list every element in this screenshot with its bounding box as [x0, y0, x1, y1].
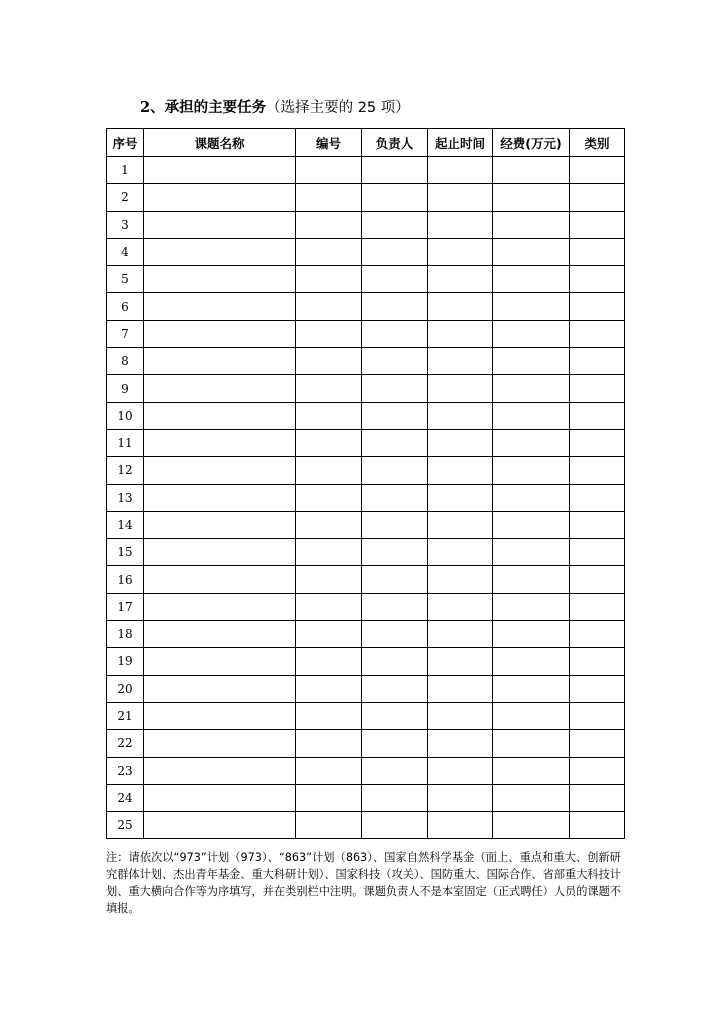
row-seq-cell: 22: [107, 730, 144, 757]
cell-category[interactable]: [570, 812, 625, 839]
cell-project-name[interactable]: [144, 457, 296, 484]
tasks-table: [106, 128, 625, 839]
cell-period[interactable]: [428, 375, 493, 402]
cell-funding[interactable]: [493, 812, 570, 839]
cell-leader[interactable]: [362, 812, 428, 839]
table-row: [107, 757, 625, 784]
cell-period[interactable]: [428, 457, 493, 484]
cell-period[interactable]: [428, 348, 493, 375]
cell-category[interactable]: [570, 566, 625, 593]
table-row: [107, 484, 625, 511]
cell-funding[interactable]: [493, 184, 570, 211]
table-row: [107, 539, 625, 566]
cell-period[interactable]: [428, 539, 493, 566]
cell-period[interactable]: [428, 566, 493, 593]
row-seq-cell: 5: [107, 266, 144, 293]
cell-leader[interactable]: [362, 593, 428, 620]
cell-leader[interactable]: [362, 211, 428, 238]
table-row: [107, 320, 625, 347]
row-seq-cell: 10: [107, 402, 144, 429]
cell-leader[interactable]: [362, 266, 428, 293]
cell-code[interactable]: [296, 784, 362, 811]
cell-category[interactable]: [570, 184, 625, 211]
cell-project-name[interactable]: [144, 730, 296, 757]
cell-period[interactable]: [428, 784, 493, 811]
cell-code[interactable]: [296, 238, 362, 265]
cell-funding[interactable]: [493, 484, 570, 511]
cell-funding[interactable]: [493, 566, 570, 593]
cell-project-name[interactable]: [144, 702, 296, 729]
cell-category[interactable]: [570, 320, 625, 347]
table-row: [107, 184, 625, 211]
cell-leader[interactable]: [362, 375, 428, 402]
section-number: 2、: [140, 99, 165, 116]
table-row: [107, 293, 625, 320]
cell-funding[interactable]: [493, 621, 570, 648]
table-row: [107, 238, 625, 265]
cell-code[interactable]: [296, 812, 362, 839]
row-seq-cell: 1: [107, 157, 144, 184]
cell-project-name[interactable]: [144, 539, 296, 566]
cell-code[interactable]: [296, 266, 362, 293]
cell-period[interactable]: [428, 702, 493, 729]
cell-project-name[interactable]: [144, 812, 296, 839]
cell-category[interactable]: [570, 266, 625, 293]
row-seq-cell: 16: [107, 566, 144, 593]
row-seq-cell: 18: [107, 621, 144, 648]
cell-category[interactable]: [570, 429, 625, 456]
row-seq-cell: 21: [107, 702, 144, 729]
table-row: [107, 621, 625, 648]
cell-funding[interactable]: [493, 511, 570, 538]
section-heading: [140, 96, 410, 117]
cell-code[interactable]: [296, 429, 362, 456]
cell-funding[interactable]: [493, 702, 570, 729]
cell-project-name[interactable]: [144, 293, 296, 320]
cell-period[interactable]: [428, 511, 493, 538]
cell-funding[interactable]: [493, 675, 570, 702]
cell-category[interactable]: [570, 484, 625, 511]
row-seq-cell: 8: [107, 348, 144, 375]
cell-project-name[interactable]: [144, 593, 296, 620]
cell-leader[interactable]: [362, 157, 428, 184]
cell-funding[interactable]: [493, 375, 570, 402]
cell-leader[interactable]: [362, 730, 428, 757]
cell-leader[interactable]: [362, 511, 428, 538]
cell-project-name[interactable]: [144, 511, 296, 538]
cell-category[interactable]: [570, 539, 625, 566]
cell-code[interactable]: [296, 293, 362, 320]
table-row: [107, 429, 625, 456]
cell-category[interactable]: [570, 348, 625, 375]
cell-funding[interactable]: [493, 429, 570, 456]
table-row: [107, 211, 625, 238]
header-cell-seq: 序号: [107, 129, 144, 157]
row-seq-cell: 17: [107, 593, 144, 620]
cell-category[interactable]: [570, 784, 625, 811]
header-cell-code: 编号: [296, 129, 362, 157]
cell-code[interactable]: [296, 539, 362, 566]
cell-project-name[interactable]: [144, 757, 296, 784]
cell-project-name[interactable]: [144, 621, 296, 648]
cell-category[interactable]: [570, 621, 625, 648]
table-row: [107, 457, 625, 484]
cell-category[interactable]: [570, 157, 625, 184]
cell-category[interactable]: [570, 757, 625, 784]
cell-project-name[interactable]: [144, 320, 296, 347]
row-seq-cell: 15: [107, 539, 144, 566]
cell-period[interactable]: [428, 402, 493, 429]
section-note: （选择主要的 25 项）: [266, 100, 410, 116]
row-seq-cell: 13: [107, 484, 144, 511]
cell-category[interactable]: [570, 702, 625, 729]
cell-project-name[interactable]: [144, 784, 296, 811]
cell-project-name[interactable]: [144, 484, 296, 511]
table-row: [107, 784, 625, 811]
cell-funding[interactable]: [493, 293, 570, 320]
cell-period[interactable]: [428, 266, 493, 293]
cell-leader[interactable]: [362, 293, 428, 320]
cell-leader[interactable]: [362, 348, 428, 375]
cell-code[interactable]: [296, 402, 362, 429]
cell-code[interactable]: [296, 457, 362, 484]
table-row: [107, 593, 625, 620]
cell-leader[interactable]: [362, 238, 428, 265]
cell-code[interactable]: [296, 320, 362, 347]
header-cell-project-name: 课题名称: [144, 129, 296, 157]
cell-leader[interactable]: [362, 539, 428, 566]
row-seq-cell: 24: [107, 784, 144, 811]
cell-funding[interactable]: [493, 539, 570, 566]
row-seq-cell: 12: [107, 457, 144, 484]
cell-funding[interactable]: [493, 757, 570, 784]
row-seq-cell: 3: [107, 211, 144, 238]
cell-funding[interactable]: [493, 457, 570, 484]
row-seq-cell: 23: [107, 757, 144, 784]
cell-code[interactable]: [296, 730, 362, 757]
cell-leader[interactable]: [362, 621, 428, 648]
cell-code[interactable]: [296, 375, 362, 402]
cell-code[interactable]: [296, 593, 362, 620]
cell-leader[interactable]: [362, 757, 428, 784]
cell-code[interactable]: [296, 675, 362, 702]
cell-leader[interactable]: [362, 429, 428, 456]
cell-code[interactable]: [296, 157, 362, 184]
cell-period[interactable]: [428, 293, 493, 320]
cell-period[interactable]: [428, 238, 493, 265]
table-row: [107, 730, 625, 757]
cell-category[interactable]: [570, 211, 625, 238]
cell-leader[interactable]: [362, 402, 428, 429]
cell-project-name[interactable]: [144, 184, 296, 211]
cell-leader[interactable]: [362, 675, 428, 702]
row-seq-cell: 19: [107, 648, 144, 675]
section-title: 承担的主要任务: [164, 100, 267, 116]
cell-period[interactable]: [428, 730, 493, 757]
table-row: [107, 402, 625, 429]
cell-funding[interactable]: [493, 211, 570, 238]
cell-period[interactable]: [428, 157, 493, 184]
cell-funding[interactable]: [493, 593, 570, 620]
cell-project-name[interactable]: [144, 348, 296, 375]
cell-funding[interactable]: [493, 730, 570, 757]
cell-leader[interactable]: [362, 566, 428, 593]
table-row: [107, 375, 625, 402]
row-seq-cell: 4: [107, 238, 144, 265]
cell-period[interactable]: [428, 812, 493, 839]
table-header-row: [107, 129, 625, 157]
row-seq-cell: 7: [107, 320, 144, 347]
table-row: [107, 702, 625, 729]
table-row: [107, 566, 625, 593]
cell-funding[interactable]: [493, 402, 570, 429]
cell-project-name[interactable]: [144, 238, 296, 265]
cell-leader[interactable]: [362, 702, 428, 729]
table-row: [107, 648, 625, 675]
cell-category[interactable]: [570, 675, 625, 702]
cell-category[interactable]: [570, 402, 625, 429]
cell-category[interactable]: [570, 293, 625, 320]
cell-leader[interactable]: [362, 648, 428, 675]
cell-code[interactable]: [296, 348, 362, 375]
cell-category[interactable]: [570, 730, 625, 757]
cell-leader[interactable]: [362, 457, 428, 484]
cell-leader[interactable]: [362, 484, 428, 511]
cell-code[interactable]: [296, 511, 362, 538]
row-seq-cell: 11: [107, 429, 144, 456]
cell-period[interactable]: [428, 675, 493, 702]
cell-code[interactable]: [296, 621, 362, 648]
cell-funding[interactable]: [493, 784, 570, 811]
row-seq-cell: 14: [107, 511, 144, 538]
cell-code[interactable]: [296, 484, 362, 511]
cell-project-name[interactable]: [144, 402, 296, 429]
cell-category[interactable]: [570, 375, 625, 402]
cell-funding[interactable]: [493, 348, 570, 375]
cell-period[interactable]: [428, 484, 493, 511]
cell-category[interactable]: [570, 593, 625, 620]
row-seq-cell: 25: [107, 812, 144, 839]
cell-code[interactable]: [296, 702, 362, 729]
header-cell-category: 类别: [570, 129, 625, 157]
cell-period[interactable]: [428, 648, 493, 675]
cell-leader[interactable]: [362, 784, 428, 811]
cell-project-name[interactable]: [144, 157, 296, 184]
row-seq-cell: 6: [107, 293, 144, 320]
cell-category[interactable]: [570, 457, 625, 484]
footnote: 注：请依次以“973”计划（973）、“863”计划（863）、国家自然科学基金（面上、重点和重大、创新研究群体计划、杰出青年基金、重大科研计划）、国家科技（攻关）、国防重大、国际合作、省部重大科技计划、重大横向合作等为序填写，并在类别栏中注明。课题负责人不是本室固定（正式聘任）人员的课题不填报。: [106, 851, 621, 915]
cell-code[interactable]: [296, 648, 362, 675]
cell-project-name[interactable]: [144, 266, 296, 293]
cell-code[interactable]: [296, 184, 362, 211]
cell-period[interactable]: [428, 211, 493, 238]
cell-project-name[interactable]: [144, 675, 296, 702]
cell-period[interactable]: [428, 757, 493, 784]
table-body: [107, 157, 625, 839]
cell-period[interactable]: [428, 593, 493, 620]
table-row: [107, 157, 625, 184]
row-seq-cell: 20: [107, 675, 144, 702]
cell-category[interactable]: [570, 511, 625, 538]
cell-period[interactable]: [428, 621, 493, 648]
cell-period[interactable]: [428, 429, 493, 456]
table-row: [107, 812, 625, 839]
cell-code[interactable]: [296, 566, 362, 593]
cell-project-name[interactable]: [144, 211, 296, 238]
table-row: [107, 266, 625, 293]
header-cell-funding: 经费(万元): [493, 129, 570, 157]
cell-funding[interactable]: [493, 648, 570, 675]
cell-category[interactable]: [570, 238, 625, 265]
table-row: [107, 675, 625, 702]
cell-category[interactable]: [570, 648, 625, 675]
cell-project-name[interactable]: [144, 648, 296, 675]
header-cell-period: 起止时间: [428, 129, 493, 157]
cell-project-name[interactable]: [144, 375, 296, 402]
cell-leader[interactable]: [362, 320, 428, 347]
cell-period[interactable]: [428, 320, 493, 347]
row-seq-cell: 9: [107, 375, 144, 402]
table-row: [107, 511, 625, 538]
row-seq-cell: 2: [107, 184, 144, 211]
cell-project-name[interactable]: [144, 566, 296, 593]
cell-code[interactable]: [296, 211, 362, 238]
header-cell-leader: 负责人: [362, 129, 428, 157]
cell-funding[interactable]: [493, 266, 570, 293]
cell-funding[interactable]: [493, 157, 570, 184]
cell-code[interactable]: [296, 757, 362, 784]
cell-leader[interactable]: [362, 184, 428, 211]
cell-funding[interactable]: [493, 320, 570, 347]
cell-funding[interactable]: [493, 238, 570, 265]
cell-project-name[interactable]: [144, 429, 296, 456]
table-row: [107, 348, 625, 375]
cell-period[interactable]: [428, 184, 493, 211]
